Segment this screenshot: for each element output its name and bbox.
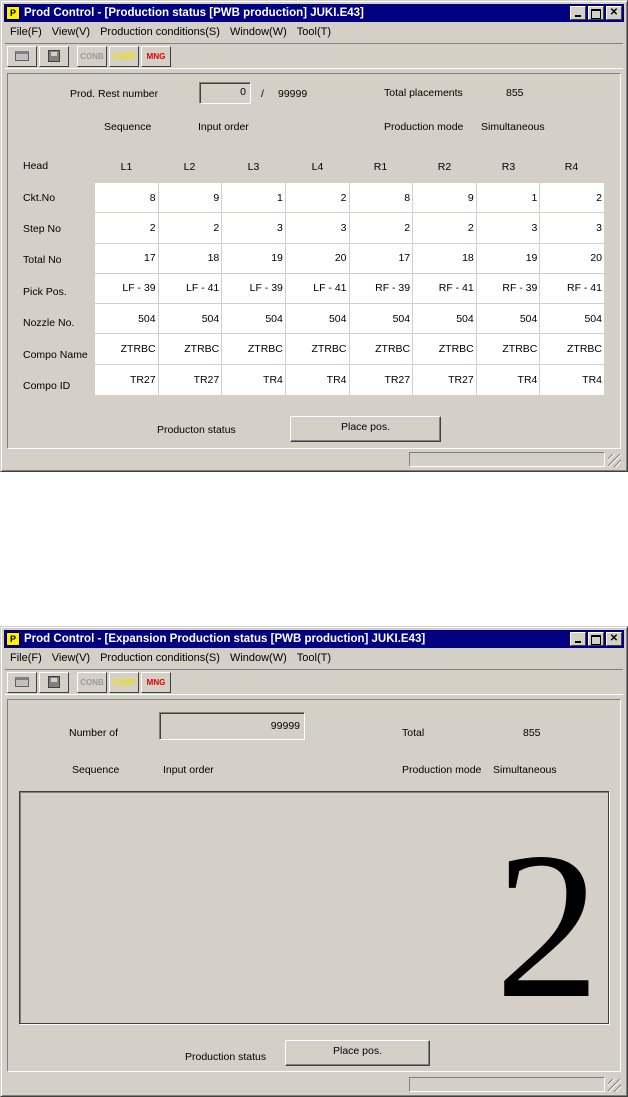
client-area <box>7 73 621 449</box>
grid-cell: 17 <box>95 244 159 274</box>
menu-window[interactable]: Window(W) <box>229 26 287 38</box>
grid-cell: LF - 39 <box>95 274 159 304</box>
resize-grip-icon[interactable] <box>608 454 621 467</box>
grid-cell: 19 <box>222 244 286 274</box>
grid-cell: 504 <box>286 304 350 334</box>
production-status-label: Production status <box>185 1051 267 1063</box>
open-button[interactable] <box>7 46 37 67</box>
maximize-button[interactable] <box>588 632 604 646</box>
minimize-button[interactable] <box>570 632 586 646</box>
grid-cell: 20 <box>540 244 604 274</box>
grid-cell: RF - 41 <box>540 274 604 304</box>
grid-cell: 2 <box>95 213 159 243</box>
grid-cell: TR27 <box>95 365 159 395</box>
prod-rest-label: Prod. Rest number <box>70 88 159 100</box>
cond-button[interactable]: CONB <box>77 46 107 67</box>
grid-cell: ZTRBC <box>95 334 159 364</box>
folder-icon <box>15 677 29 687</box>
number-of-field: 99999 <box>159 712 305 740</box>
production-status-window <box>0 0 628 472</box>
grid-cell: 504 <box>350 304 414 334</box>
grid-cell: RF - 39 <box>350 274 414 304</box>
grid-cell: RF - 41 <box>413 274 477 304</box>
grid-cell: 3 <box>477 213 541 243</box>
row-label-ckt-no: Ckt.No <box>23 192 56 204</box>
head-l3: L3 <box>247 161 260 173</box>
row-label-compo-name: Compo Name <box>23 349 88 361</box>
menu-production-conditions[interactable]: Production conditions(S) <box>100 26 220 38</box>
big-number: 2 <box>495 810 600 1042</box>
menu-file[interactable]: File(F) <box>10 652 42 664</box>
status-pane <box>409 1077 605 1092</box>
grid-cell: 2 <box>286 183 350 213</box>
expanded-display-panel <box>19 791 609 1042</box>
grid-cell: TR27 <box>350 365 414 395</box>
separator: / <box>261 88 264 100</box>
head-l1: L1 <box>120 161 133 173</box>
production-mode-value: Simultaneous <box>481 121 545 133</box>
grid-cell: 504 <box>413 304 477 334</box>
row-label-nozzle-no: Nozzle No. <box>23 317 75 329</box>
client-area <box>7 699 621 1072</box>
grid-cell: TR4 <box>582 373 602 386</box>
grid-cell: 8 <box>350 183 414 213</box>
grid-cell: ZTRBC <box>159 334 223 364</box>
row-label-pick-pos: Pick Pos. <box>23 286 67 298</box>
status-pane <box>409 452 605 467</box>
grid-cell: 9 <box>159 183 223 213</box>
row-label-step-no: Step No <box>23 223 61 235</box>
window-title: Prod Control - [Production status [PWB production] JUKI.E43] <box>24 7 364 19</box>
grid-cell: TR27 <box>413 365 477 395</box>
head-label: Head <box>23 160 49 172</box>
comp-button[interactable]: COMP <box>109 672 139 693</box>
menu-view[interactable]: View(V) <box>51 26 91 38</box>
total-placements-value: 855 <box>506 87 524 99</box>
production-status-label: Producton status <box>157 424 236 436</box>
disk-icon <box>48 50 60 62</box>
total-label: Total <box>402 727 425 739</box>
grid-cell: ZTRBC <box>350 334 414 364</box>
status-bar <box>5 1075 623 1093</box>
grid-cell: ZTRBC <box>540 334 604 364</box>
grid-cell: 9 <box>413 183 477 213</box>
total-placements-label: Total placements <box>384 87 463 99</box>
title-bar[interactable] <box>4 630 624 648</box>
grid-cell: 3 <box>222 213 286 243</box>
grid-cell: 1 <box>477 183 541 213</box>
row-label-total-no: Total No <box>23 254 62 266</box>
menu-production-conditions[interactable]: Production conditions(S) <box>100 652 220 664</box>
close-button[interactable]: ✕ <box>606 6 622 20</box>
sequence-label: Sequence <box>104 121 152 133</box>
open-button[interactable] <box>7 672 37 693</box>
head-status-grid <box>95 183 604 395</box>
prod-total-value: 99999 <box>278 88 308 100</box>
folder-icon <box>15 51 29 61</box>
grid-cell: 2 <box>540 183 604 213</box>
menu-file[interactable]: File(F) <box>10 26 42 38</box>
grid-cell: 2 <box>350 213 414 243</box>
grid-cell: TR4 <box>477 365 541 395</box>
grid-cell: RF - 39 <box>477 274 541 304</box>
menu-bar <box>5 649 623 667</box>
mng-button[interactable]: MNG <box>141 672 171 693</box>
grid-cell: TR27 <box>159 365 223 395</box>
grid-cell: 19 <box>477 244 541 274</box>
grid-cell: 504 <box>540 304 604 334</box>
production-mode-label: Production mode <box>384 121 464 133</box>
grid-cell: 17 <box>350 244 414 274</box>
grid-cell: 504 <box>159 304 223 334</box>
grid-cell: ZTRBC <box>477 334 541 364</box>
grid-cell: 18 <box>159 244 223 274</box>
production-mode-value: Simultaneous <box>493 764 557 776</box>
save-button[interactable] <box>39 672 69 693</box>
grid-cell: 8 <box>95 183 159 213</box>
toolbar <box>5 669 623 695</box>
toolbar <box>5 43 623 69</box>
head-r4: R4 <box>564 161 579 173</box>
grid-cell: LF - 41 <box>159 274 223 304</box>
app-icon[interactable]: P <box>6 6 20 20</box>
grid-cell: 20 <box>286 244 350 274</box>
app-icon[interactable]: P <box>6 632 20 646</box>
sequence-value: Input order <box>163 764 214 776</box>
head-l2: L2 <box>183 161 196 173</box>
title-bar[interactable] <box>4 4 624 22</box>
grid-cell: 3 <box>286 213 350 243</box>
comp-button[interactable]: COMP <box>109 46 139 67</box>
close-button[interactable]: ✕ <box>606 632 622 646</box>
grid-cell: 504 <box>477 304 541 334</box>
head-r3: R3 <box>501 161 516 173</box>
grid-cell: 504 <box>95 304 159 334</box>
grid-cell: 18 <box>413 244 477 274</box>
mng-button[interactable]: MNG <box>141 46 171 67</box>
sequence-value: Input order <box>198 121 249 133</box>
production-status-field: Place pos. <box>290 416 441 442</box>
grid-cell: ZTRBC <box>222 334 286 364</box>
menu-tool[interactable]: Tool(T) <box>296 26 332 38</box>
window-title: Prod Control - [Expansion Production status [PWB production] JUKI.E43] <box>24 633 426 645</box>
grid-cell: LF - 41 <box>286 274 350 304</box>
head-r1: R1 <box>373 161 388 173</box>
grid-cell: 2 <box>159 213 223 243</box>
status-bar <box>5 450 623 468</box>
disk-icon <box>48 676 60 688</box>
menu-view[interactable]: View(V) <box>51 652 91 664</box>
maximize-button[interactable] <box>588 6 604 20</box>
production-status-field: Place pos. <box>285 1040 430 1066</box>
menu-bar <box>5 23 623 41</box>
cond-button[interactable]: CONB <box>77 672 107 693</box>
sequence-label: Sequence <box>72 764 120 776</box>
grid-cell: 3 <box>540 213 604 243</box>
resize-grip-icon[interactable] <box>608 1079 621 1092</box>
minimize-button[interactable] <box>570 6 586 20</box>
grid-cell: LF - 39 <box>222 274 286 304</box>
menu-window[interactable]: Window(W) <box>229 652 287 664</box>
head-l4: L4 <box>311 161 324 173</box>
save-button[interactable] <box>39 46 69 67</box>
total-value: 855 <box>523 727 541 739</box>
prod-rest-field: 0 <box>199 82 251 104</box>
grid-cell: TR4 <box>222 365 286 395</box>
production-mode-label: Production mode <box>402 764 482 776</box>
grid-cell: 504 <box>222 304 286 334</box>
grid-cell: ZTRBC <box>413 334 477 364</box>
menu-tool[interactable]: Tool(T) <box>296 652 332 664</box>
head-r2: R2 <box>437 161 452 173</box>
expansion-production-status-window <box>0 626 628 1097</box>
grid-cell: TR4 <box>286 365 350 395</box>
grid-cell: 2 <box>413 213 477 243</box>
grid-cell: ZTRBC <box>286 334 350 364</box>
row-label-compo-id: Compo ID <box>23 380 71 392</box>
number-of-label: Number of <box>69 727 119 739</box>
grid-cell: 1 <box>222 183 286 213</box>
